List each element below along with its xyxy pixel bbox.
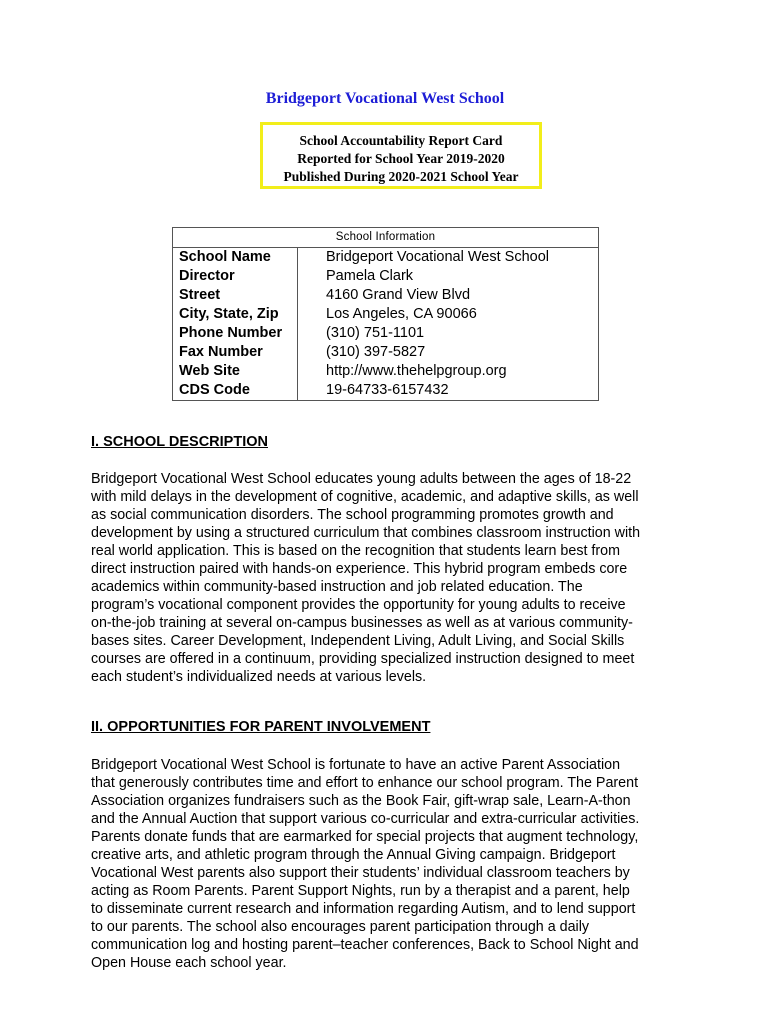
text-line: real world application. This is based on the recognition that students learn best from: [91, 543, 621, 559]
section-heading-parent-involvement: II. OPPORTUNITIES FOR PARENT INVOLVEMENT: [91, 719, 431, 735]
report-year-line: Reported for School Year 2019-2020: [297, 151, 505, 166]
row-value: (310) 751-1101: [298, 324, 599, 343]
table-row: [173, 286, 599, 305]
row-label: Street: [173, 286, 298, 305]
row-label: City, State, Zip: [173, 305, 298, 324]
row-label: CDS Code: [173, 381, 298, 401]
table-row: [173, 343, 599, 362]
text-line: as social communication disorders. The school programming promotes growth and: [91, 507, 614, 523]
row-value: 19-64733-6157432: [298, 381, 599, 401]
table-row: [173, 267, 599, 286]
text-line: and the Annual Auction that support various co-curricular and extra-curricular activities.: [91, 811, 640, 827]
text-line: that generously contributes time and effort to enhance our school program. The Parent: [91, 775, 639, 791]
row-value: 4160 Grand View Blvd: [298, 286, 599, 305]
text-line: acting as Room Parents. Parent Support Nights, run by a therapist and a parent, help: [91, 883, 630, 899]
text-line: Vocational West parents also support their students’ individual classroom teachers by: [91, 865, 630, 881]
table-row: [173, 248, 599, 268]
text-line: direct instruction paired with hands-on experience. This hybrid program embeds core: [91, 561, 628, 577]
parent-involvement-text: [91, 756, 681, 972]
row-label: Phone Number: [173, 324, 298, 343]
text-line: bases sites. Career Development, Independent Living, Adult Living, and Social Skills: [91, 633, 625, 649]
row-value: Pamela Clark: [298, 267, 599, 286]
text-line: Open House each school year.: [91, 955, 287, 971]
school-title: Bridgeport Vocational West School: [265, 90, 505, 107]
text-line: Parents donate funds that are earmarked for special projects that augment technology,: [91, 829, 639, 845]
text-line: development by using a structured curriculum that combines classroom instruction with: [91, 525, 641, 541]
text-line: each student’s individualized needs at various levels.: [91, 669, 427, 685]
text-line: Association organizes fundraisers such as the Book Fair, gift-wrap sale, Learn-A-thon: [91, 793, 631, 809]
row-value: Bridgeport Vocational West School: [298, 248, 599, 268]
text-line: Bridgeport Vocational West School is fortunate to have an active Parent Association: [91, 757, 621, 773]
text-line: Bridgeport Vocational West School educates young adults between the ages of 18-22: [91, 471, 632, 487]
row-value: (310) 397-5827: [298, 343, 599, 362]
text-line: to disseminate current research and information regarding Autism, and to lend support: [91, 901, 636, 917]
row-label: Fax Number: [173, 343, 298, 362]
report-card-box: [260, 122, 542, 189]
report-published-line: Published During 2020-2021 School Year: [283, 169, 519, 184]
text-line: communication log and hosting parent–teacher conferences, Back to School Night and: [91, 937, 639, 953]
text-line: courses are offered in a continuum, providing specialized instruction designed to meet: [91, 651, 635, 667]
text-line: creative arts, and athletic program through the Annual Giving campaign. Bridgeport: [91, 847, 616, 863]
row-label: Web Site: [173, 362, 298, 381]
text-line: program’s vocational component provides the opportunity for young adults to receive: [91, 597, 626, 613]
text-line: on-the-job training at several on-campus businesses as well as at various community-: [91, 615, 633, 631]
school-information-table: [172, 227, 599, 401]
table-row: [173, 381, 599, 401]
table-row: [173, 324, 599, 343]
row-label: School Name: [173, 248, 298, 268]
section-heading-school-description: I. SCHOOL DESCRIPTION: [91, 434, 268, 450]
text-line: with mild delays in the development of cognitive, academic, and adaptive skills, as well: [91, 489, 639, 505]
row-label: Director: [173, 267, 298, 286]
table-row: [173, 362, 599, 381]
table-caption: School Information: [173, 228, 599, 248]
row-value: Los Angeles, CA 90066: [298, 305, 599, 324]
table-row: [173, 305, 599, 324]
report-title-line: School Accountability Report Card: [299, 133, 503, 148]
text-line: to our parents. The school also encourages parent participation through a daily: [91, 919, 590, 935]
text-line: academics within community-based instruction and job related education. The: [91, 579, 583, 595]
website-link[interactable]: http://www.thehelpgroup.org: [298, 362, 599, 381]
school-description-text: [91, 470, 681, 686]
